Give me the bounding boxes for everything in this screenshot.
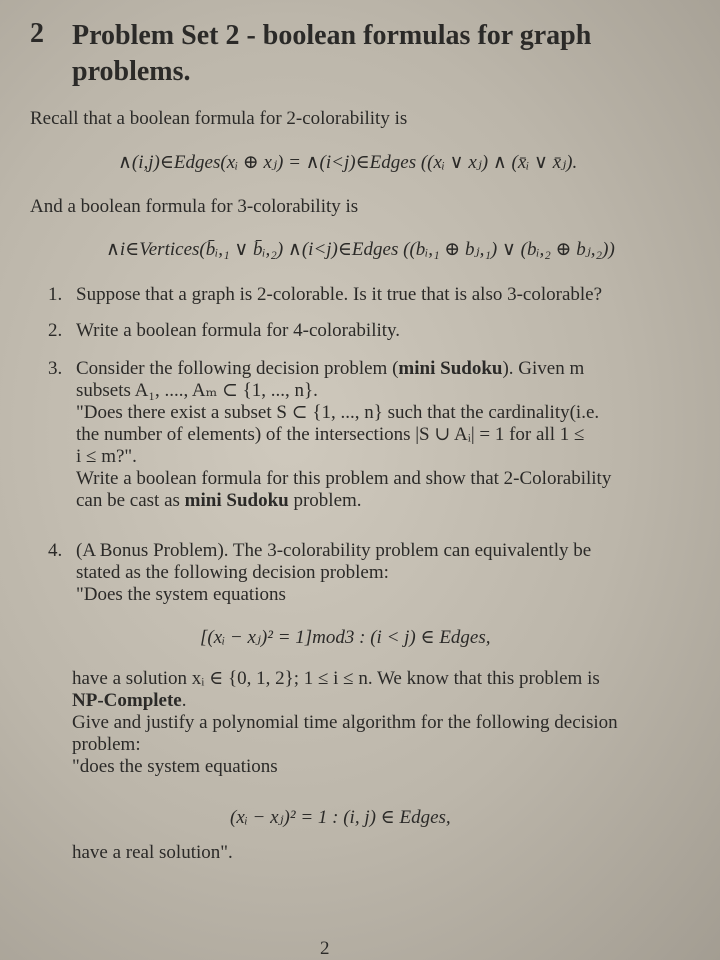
- item-1-text: [76, 284, 602, 306]
- and-text: And a boolean formula for 3-colorability is: [30, 196, 359, 217]
- recall-text: Recall that a boolean formula for 2-colorability is: [30, 108, 408, 129]
- item-4-line-5-post: .: [181, 690, 187, 711]
- item-3-line-1-pre: Consider the following decision problem (: [76, 358, 399, 379]
- item-3-line-7-post: problem.: [288, 490, 362, 511]
- item-2-text: [76, 320, 400, 342]
- mini-sudoku-term: mini Sudoku: [184, 490, 289, 511]
- item-4-line-4: have a solution xᵢ ∈ {0, 1, 2}; 1 ≤ i ≤ n. We know that this problem is: [72, 668, 600, 689]
- mini-sudoku-term: mini Sudoku: [398, 358, 503, 379]
- item-4-line-1: (A Bonus Problem). The 3-colorability problem can equivalently be: [76, 540, 592, 561]
- item-2-line: Write a boolean formula for 4-colorability.: [76, 320, 401, 341]
- item-4-line-3: "Does the system equations: [76, 584, 286, 605]
- item-3-line-7: [76, 490, 611, 512]
- item-2-number: 2.: [48, 320, 63, 341]
- formula-real: (xᵢ − xⱼ)² = 1 : (i, j) ∈ Edges,: [230, 807, 451, 828]
- item-3-line-3: "Does there exist a subset S ⊂ {1, ..., n} such that the cardinality(i.e.: [76, 402, 600, 423]
- item-3-line-4: the number of elements) of the intersections |S ∪ Aᵢ| = 1 for all 1 ≤: [76, 424, 585, 445]
- np-complete-term: NP-Complete: [72, 690, 182, 711]
- section-number: 2: [30, 18, 44, 49]
- item-3-text: [76, 358, 611, 512]
- item-3-line-6: Write a boolean formula for this problem and show that 2-Colorability: [76, 468, 612, 489]
- section-title: Problem Set 2 - boolean formulas for graph problems.: [72, 20, 592, 87]
- item-3-number: 3.: [48, 358, 63, 379]
- formula-3-colorability: ∧i∈Vertices(b̄ᵢ,₁ ∨ b̄ᵢ,₂) ∧(i<j)∈Edges ((bᵢ,₁ ⊕ bⱼ,₁) ∨ (bᵢ,₂ ⊕ bⱼ,₂)): [106, 239, 615, 260]
- item-3-line-1-post: ). Given m: [502, 358, 585, 379]
- item-3-line-7-pre: can be cast as: [76, 490, 185, 511]
- item-3-line-1: [76, 358, 611, 380]
- item-4-text: [76, 540, 591, 606]
- item-1-line: Suppose that a graph is 2-colorable. Is it true that is also 3-colorable?: [76, 284, 603, 305]
- item-4-line-6: Give and justify a polynomial time algorithm for the following decision: [72, 712, 618, 733]
- item-3-line-2: subsets A₁, ...., Aₘ ⊂ {1, ..., n}.: [76, 380, 318, 401]
- item-4-text-continued: [72, 668, 618, 778]
- page-number: 2: [320, 938, 330, 959]
- item-4-number: 4.: [48, 540, 63, 561]
- item-3-line-5: i ≤ m?".: [76, 446, 137, 467]
- item-4-line-9: have a real solution".: [72, 842, 233, 863]
- formula-2-colorability: ∧(i,j)∈Edges(xᵢ ⊕ xⱼ) = ∧(i<j)∈Edges ((xᵢ ∨ xⱼ) ∧ (x̄ᵢ ∨ x̄ⱼ).: [118, 152, 578, 173]
- item-4-line-7: problem:: [72, 734, 141, 755]
- formula-mod3: [(xᵢ − xⱼ)² = 1]mod3 : (i < j) ∈ Edges,: [200, 627, 491, 648]
- item-4-line-5: [72, 690, 618, 712]
- item-4-line-8: "does the system equations: [72, 756, 278, 777]
- item-4-line-2: stated as the following decision problem:: [76, 562, 389, 583]
- item-1-number: 1.: [48, 284, 63, 305]
